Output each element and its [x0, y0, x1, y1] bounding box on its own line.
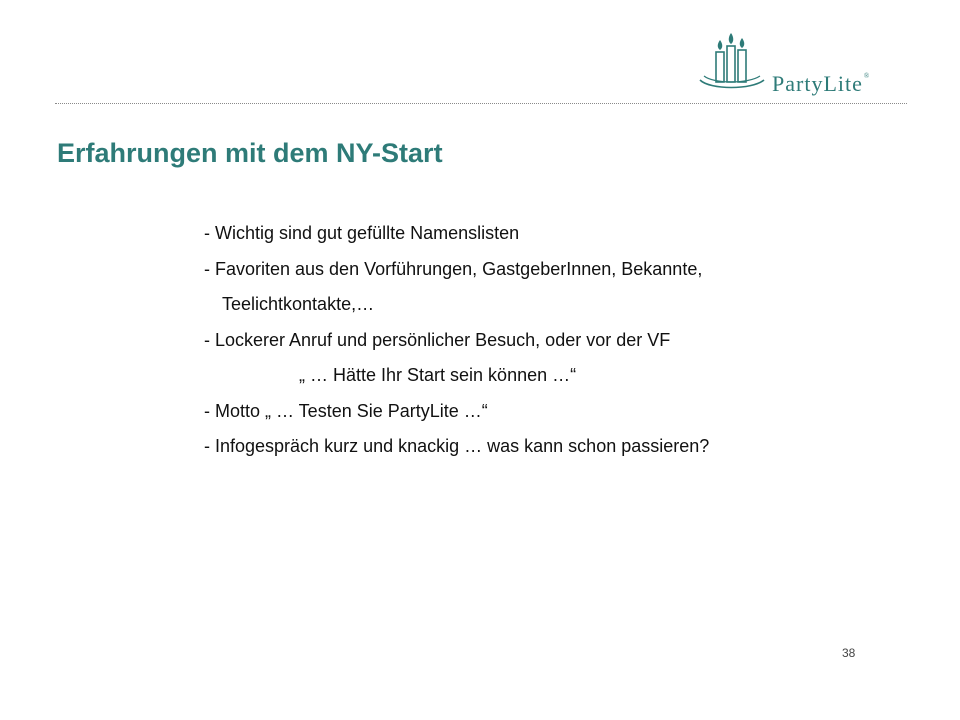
bullet-line: - Wichtig sind gut gefüllte Namenslisten	[204, 223, 520, 243]
logo-wordmark	[772, 73, 870, 95]
quote-line: „ … Hätte Ihr Start sein können …“	[299, 365, 577, 385]
logo-text: PartyLite	[772, 71, 863, 96]
page-number: 38	[842, 646, 856, 660]
slide-title: Erfahrungen mit dem NY-Start	[57, 138, 443, 168]
bullet-line: - Infogespräch kurz und knackig … was kann schon passieren?	[204, 436, 710, 456]
bullet-line: - Motto „ … Testen Sie PartyLite …“	[204, 400, 488, 421]
logo-registered-mark: ®	[863, 72, 871, 80]
continuation-line: Teelichtkontakte,…	[222, 294, 375, 314]
partylite-logo	[696, 30, 908, 96]
bullet-line: - Favoriten aus den Vorführungen, GastgeberInnen, Bekannte,	[204, 258, 703, 279]
candles-logo-icon	[696, 30, 772, 96]
bullet-line: - Lockerer Anruf und persönlicher Besuch, oder vor der VF	[204, 329, 671, 350]
slide-body	[204, 216, 904, 465]
header-divider	[55, 103, 907, 104]
